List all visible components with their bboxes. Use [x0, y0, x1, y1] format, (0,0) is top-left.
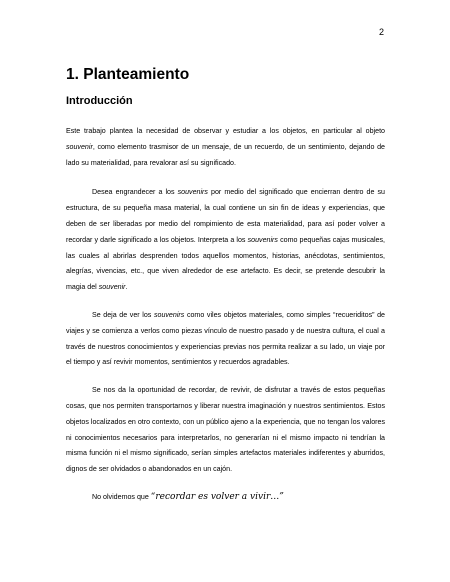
paragraph-1-text-c: , como elemento trasmisor de un mensaje, de un recuerdo, de un sentimiento, dejando de lado su materialidad, para revalorar así su significado.: [66, 142, 385, 167]
body-text: [66, 124, 385, 518]
subsection-heading: Introducción: [66, 95, 133, 107]
paragraph-4: Se nos da la oportunidad de recordar, de revivir, de disfrutar a través de estos pequeñas cosas, que nos permiten transportarnos y liberar nuestra imaginación y nuestros sentimientos. Estos objetos localizados en otro contexto, con un público ajeno a la experiencia, que no tengan los valores ni conocimientos necesarios para interpretarlos, no generarían ni el mismo impacto ni tendrían la misma función ni el mismo significado, serían simples artefactos materiales indiferentes y aburridos, dignos de ser olvidados o abandonados en un cajón.: [66, 386, 385, 474]
paragraph-3-text-a: Se deja de ver los: [92, 310, 154, 319]
paragraph-1: [66, 124, 385, 171]
page-number: 2: [378, 27, 384, 37]
paragraph-2-text-c: por medio del significado que encierran dentro de su estructura, de su pequeña masa material, la cual contiene un sin fin de ideas y experiencias, que deben de ser liberadas por medio del rompimiento de esta materialidad, para así poder volver a recordar y darle significado a los objetos. Interpreta a los: [66, 188, 385, 244]
closing-quote: “recordar es volver a vivir…”: [150, 491, 284, 502]
paragraph-2-text-a: Desea engrandecer a los: [92, 188, 178, 197]
paragraph-2-emphasis-3: souvenir: [98, 283, 126, 292]
paragraph-3-emphasis: souvenirs: [153, 310, 185, 319]
paragraph-2-text-e: como pequeñas cajas musicales, las cuales al abrirlas desprenden todos aquellos momentos, historias, anécdotas, sentimientos, alegrías, vivencias, etc., que viven alrededor de ese artefacto. Es decir, se pretende descubrir la magia del: [66, 235, 385, 292]
paragraph-2-text-g: .: [125, 283, 128, 292]
section-heading: 1. Planteamiento: [66, 66, 190, 83]
paragraph-2: [66, 185, 385, 296]
closing-lead: No olvidemos que: [92, 492, 151, 501]
paragraph-3-text-c: como viles objetos materiales, como simples “recueriditos” de viajes y se comienza a verlos como piezas vínculo de nuestro pasado y de nuestra cultura, el cual a través de nuestros conocimientos y experiencias previas nos permita realizar a su lado, un viaje por el tiempo y así revivir momentos, sentimientos y recuerdos agradables.: [66, 310, 385, 367]
paragraph-1-emphasis: souvenir: [66, 142, 93, 151]
paragraph-2-emphasis-2: souvenirs: [247, 235, 278, 244]
closing-line: [66, 490, 385, 506]
paragraph-1-text-a: Este trabajo plantea la necesidad de observar y estudiar a los objetos, en particular al objeto: [66, 127, 385, 135]
paragraph-2-emphasis-1: souvenirs: [177, 188, 208, 197]
paragraph-3: [66, 308, 385, 371]
